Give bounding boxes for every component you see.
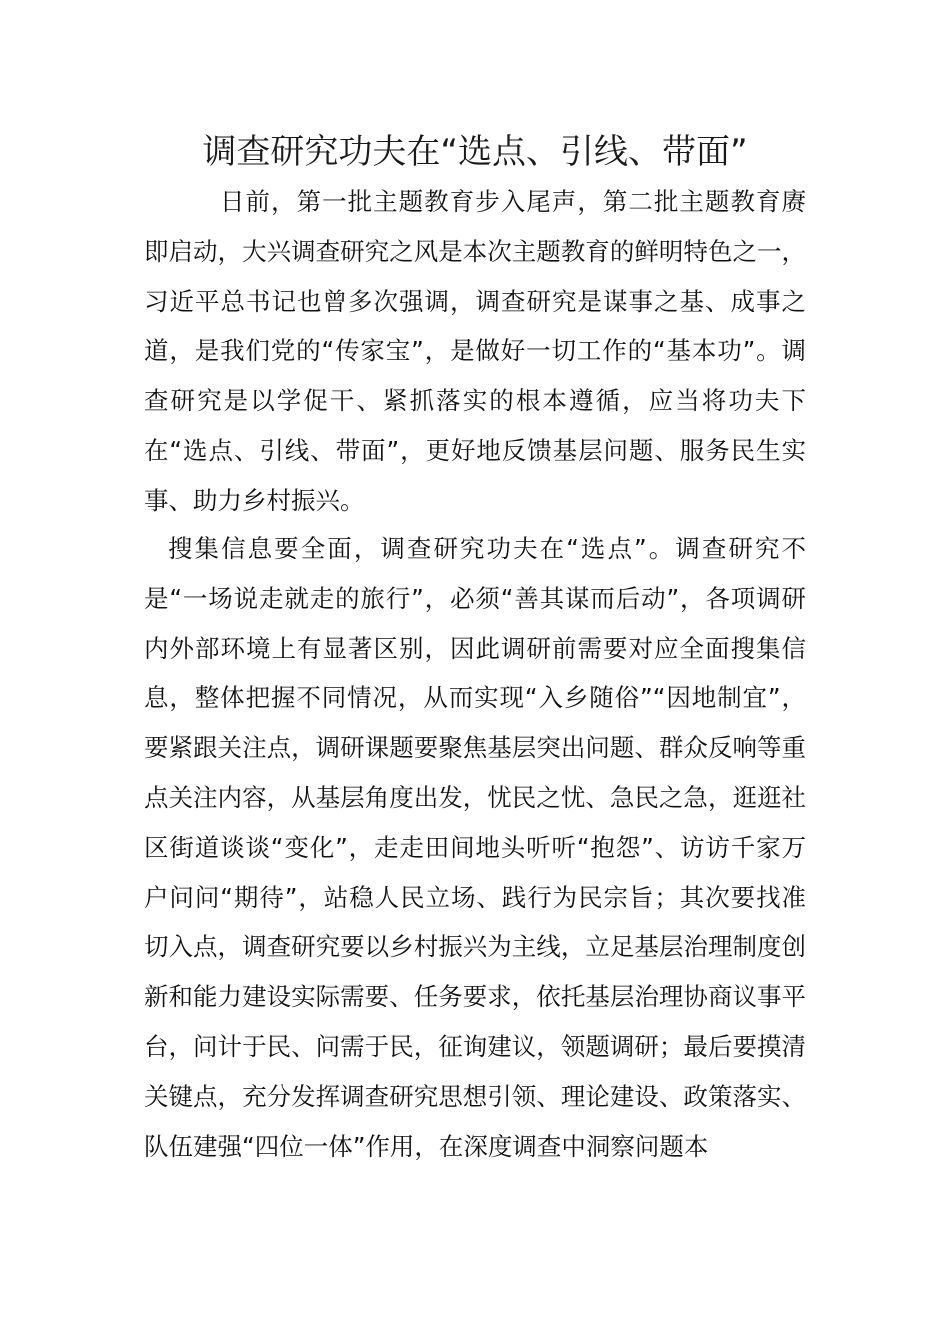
document-title: 调查研究功夫在“选点、引线、带面” xyxy=(202,132,748,172)
paragraph-select-point: 搜集信息要全面，调查研究功夫在“选点”。调查研究不是“一场说走就走的旅行”，必须“善其谋而后动”，各项调研内外部环境上有显著区别，因此调研前需要对应全面搜集信息，整体把握不同情况，从而实现“入乡随俗”“因地制宜”，要紧跟关注点，调研课题要聚焦基层突出问题、群众反响等重点关注内容，从基层角度出发，忧民之忧、急民之急，逛逛社区街道谈谈“变化”，走走田间地头听听“抱怨”、访访千家万户问问“期待”，站稳人民立场、践行为民宗旨；其次要找准切入点，调查研究要以乡村振兴为主线，立足基层治理制度创新和能力建设实际需要、任务要求，依托基层治理协商议事平台，问计于民、问需于民，征询建议，领题调研；最后要摸清关键点，充分发挥调查研究思想引领、理论建设、政策落实、队伍建强“四位一体”作用，在深度调查中洞察问题本 xyxy=(144,534,806,1161)
paragraph-intro: 日前，第一批主题教育步入尾声，第二批主题教育赓即启动，大兴调查研究之风是本次主题教育的鲜明特色之一，习近平总书记也曾多次强调，调查研究是谋事之基、成事之道，是我们党的“传家宝”，是做好一切工作的“基本功”。调查研究是以学促干、紧抓落实的根本遵循，应当将功夫下在“选点、引线、带面”，更好地反馈基层问题、服务民生实事、助力乡村振兴。 xyxy=(144,187,806,515)
